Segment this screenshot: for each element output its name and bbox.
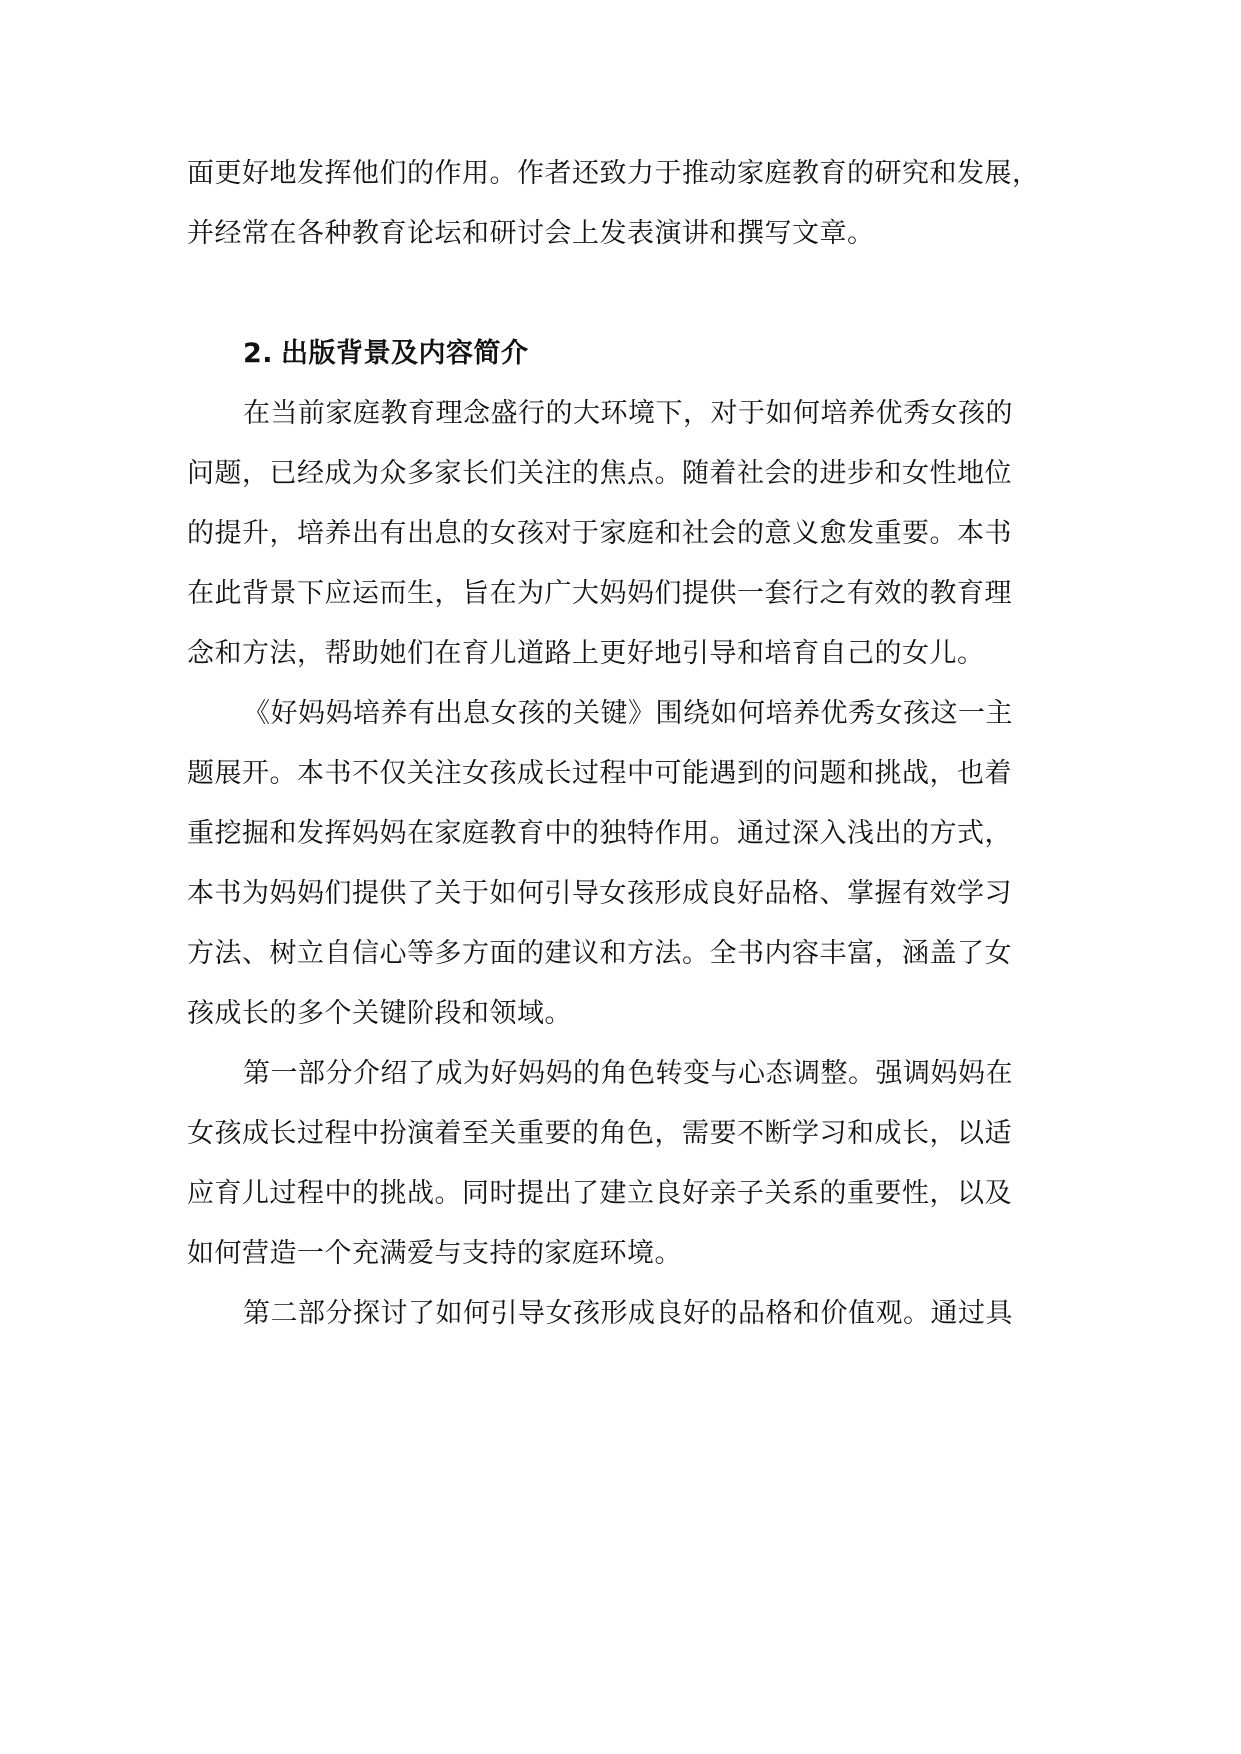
paragraph-line: 在此背景下应运而生，旨在为广大妈妈们提供一套行之有效的教育理 (187, 578, 1012, 609)
paragraph-line: 《好妈妈培养有出息女孩的关键》围绕如何培养优秀女孩这一主 (243, 698, 1013, 729)
document-body (187, 144, 1057, 1344)
paragraph-line: 第一部分介绍了成为好妈妈的角色转变与心态调整。强调妈妈在 (243, 1058, 1013, 1089)
paragraph-line: 应育儿过程中的挑战。同时提出了建立良好亲子关系的重要性，以及 (187, 1178, 1012, 1209)
paragraph-line: 题展开。本书不仅关注女孩成长过程中可能遇到的问题和挑战，也着 (187, 758, 1012, 789)
paragraph-line: 问题，已经成为众多家长们关注的焦点。随着社会的进步和女性地位 (187, 458, 1012, 489)
paragraph-line: 在当前家庭教育理念盛行的大环境下，对于如何培养优秀女孩的 (243, 398, 1013, 429)
paragraph-line: 重挖掘和发挥妈妈在家庭教育中的独特作用。通过深入浅出的方式， (187, 818, 1012, 849)
paragraph-line: 孩成长的多个关键阶段和领域。 (187, 998, 572, 1029)
paragraph-line: 念和方法，帮助她们在育儿道路上更好地引导和培育自己的女儿。 (187, 638, 985, 669)
intro-line: 面更好地发挥他们的作用。作者还致力于推动家庭教育的研究和发展， (187, 158, 1040, 189)
section-title: 出版背景及内容简介 (281, 338, 529, 369)
paragraph-line: 方法、树立自信心等多方面的建议和方法。全书内容丰富，涵盖了女 (187, 938, 1012, 969)
section-spacer (187, 264, 1057, 324)
paragraph-line: 如何营造一个充满爱与支持的家庭环境。 (187, 1238, 682, 1269)
section-heading (187, 324, 1057, 384)
paragraph-line: 本书为妈妈们提供了关于如何引导女孩形成良好品格、掌握有效学习 (187, 878, 1012, 909)
paragraph-line: 第二部分探讨了如何引导女孩形成良好的品格和价值观。通过具 (243, 1298, 1013, 1329)
intro-line: 并经常在各种教育论坛和研讨会上发表演讲和撰写文章。 (187, 218, 875, 249)
section-number: 2. (243, 338, 274, 369)
paragraph-line: 的提升，培养出有出息的女孩对于家庭和社会的意义愈发重要。本书 (187, 518, 1012, 549)
paragraph-line: 女孩成长过程中扮演着至关重要的角色，需要不断学习和成长，以适 (187, 1118, 1012, 1149)
